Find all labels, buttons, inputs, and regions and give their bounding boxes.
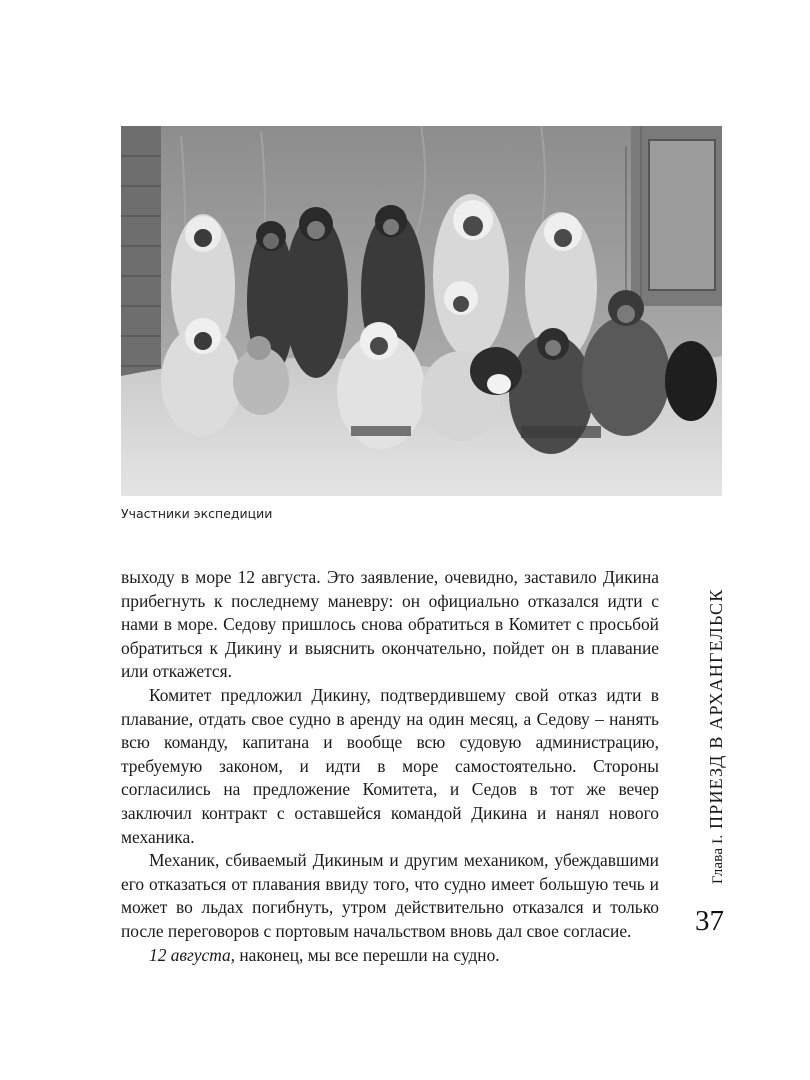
- chapter-title: ПРИЕЗД В АРХАНГЕЛЬСК: [706, 588, 726, 829]
- paragraph: Комитет предложил Дикину, подтвердившему свой отказ идти в плавание, отдать свое судно в аренду на один месяц, а Седову – нанять всю команду, капитана и вообще всю судовую администрацию, требуемую законом, и идти в море самостоятельно. Стороны согласились на предложение Комитета, и Седов в тот же вечер заключил контракт с оставшейся командой Дикина и нанял нового механика.: [121, 684, 659, 847]
- paragraph: Механик, сбиваемый Дикиным и другим механиком, убеждавшими его отказаться от плавания ввиду того, что судно имеет большую течь и может во льдах погибнуть, утром действительно отказался и только после переговоров с портовым начальством вновь дал свое согласие.: [121, 850, 659, 941]
- final-line-rest: наконец, мы все перешли на судно.: [235, 944, 500, 965]
- body-text: [121, 566, 659, 967]
- date-italic: 12 августа,: [149, 944, 236, 965]
- expedition-photo: [121, 126, 722, 496]
- figure-caption: Участники экспедиции: [121, 506, 273, 521]
- chapter-label: Глава I.: [710, 834, 726, 884]
- page-number: 37: [695, 905, 724, 937]
- running-head: [706, 589, 727, 884]
- expedition-photo-illustration: [121, 126, 722, 496]
- paragraph: выходу в море 12 августа. Это заявление, очевидно, заставило Дикина прибегнуть к последнему маневру: он официально отказался идти с нами в море. Седову пришлось снова обратиться в Комитет с просьбой обратиться к Дикину и выяснить окончательно, пойдет он в плавание или откажется.: [121, 567, 659, 682]
- final-paragraph: [121, 944, 659, 968]
